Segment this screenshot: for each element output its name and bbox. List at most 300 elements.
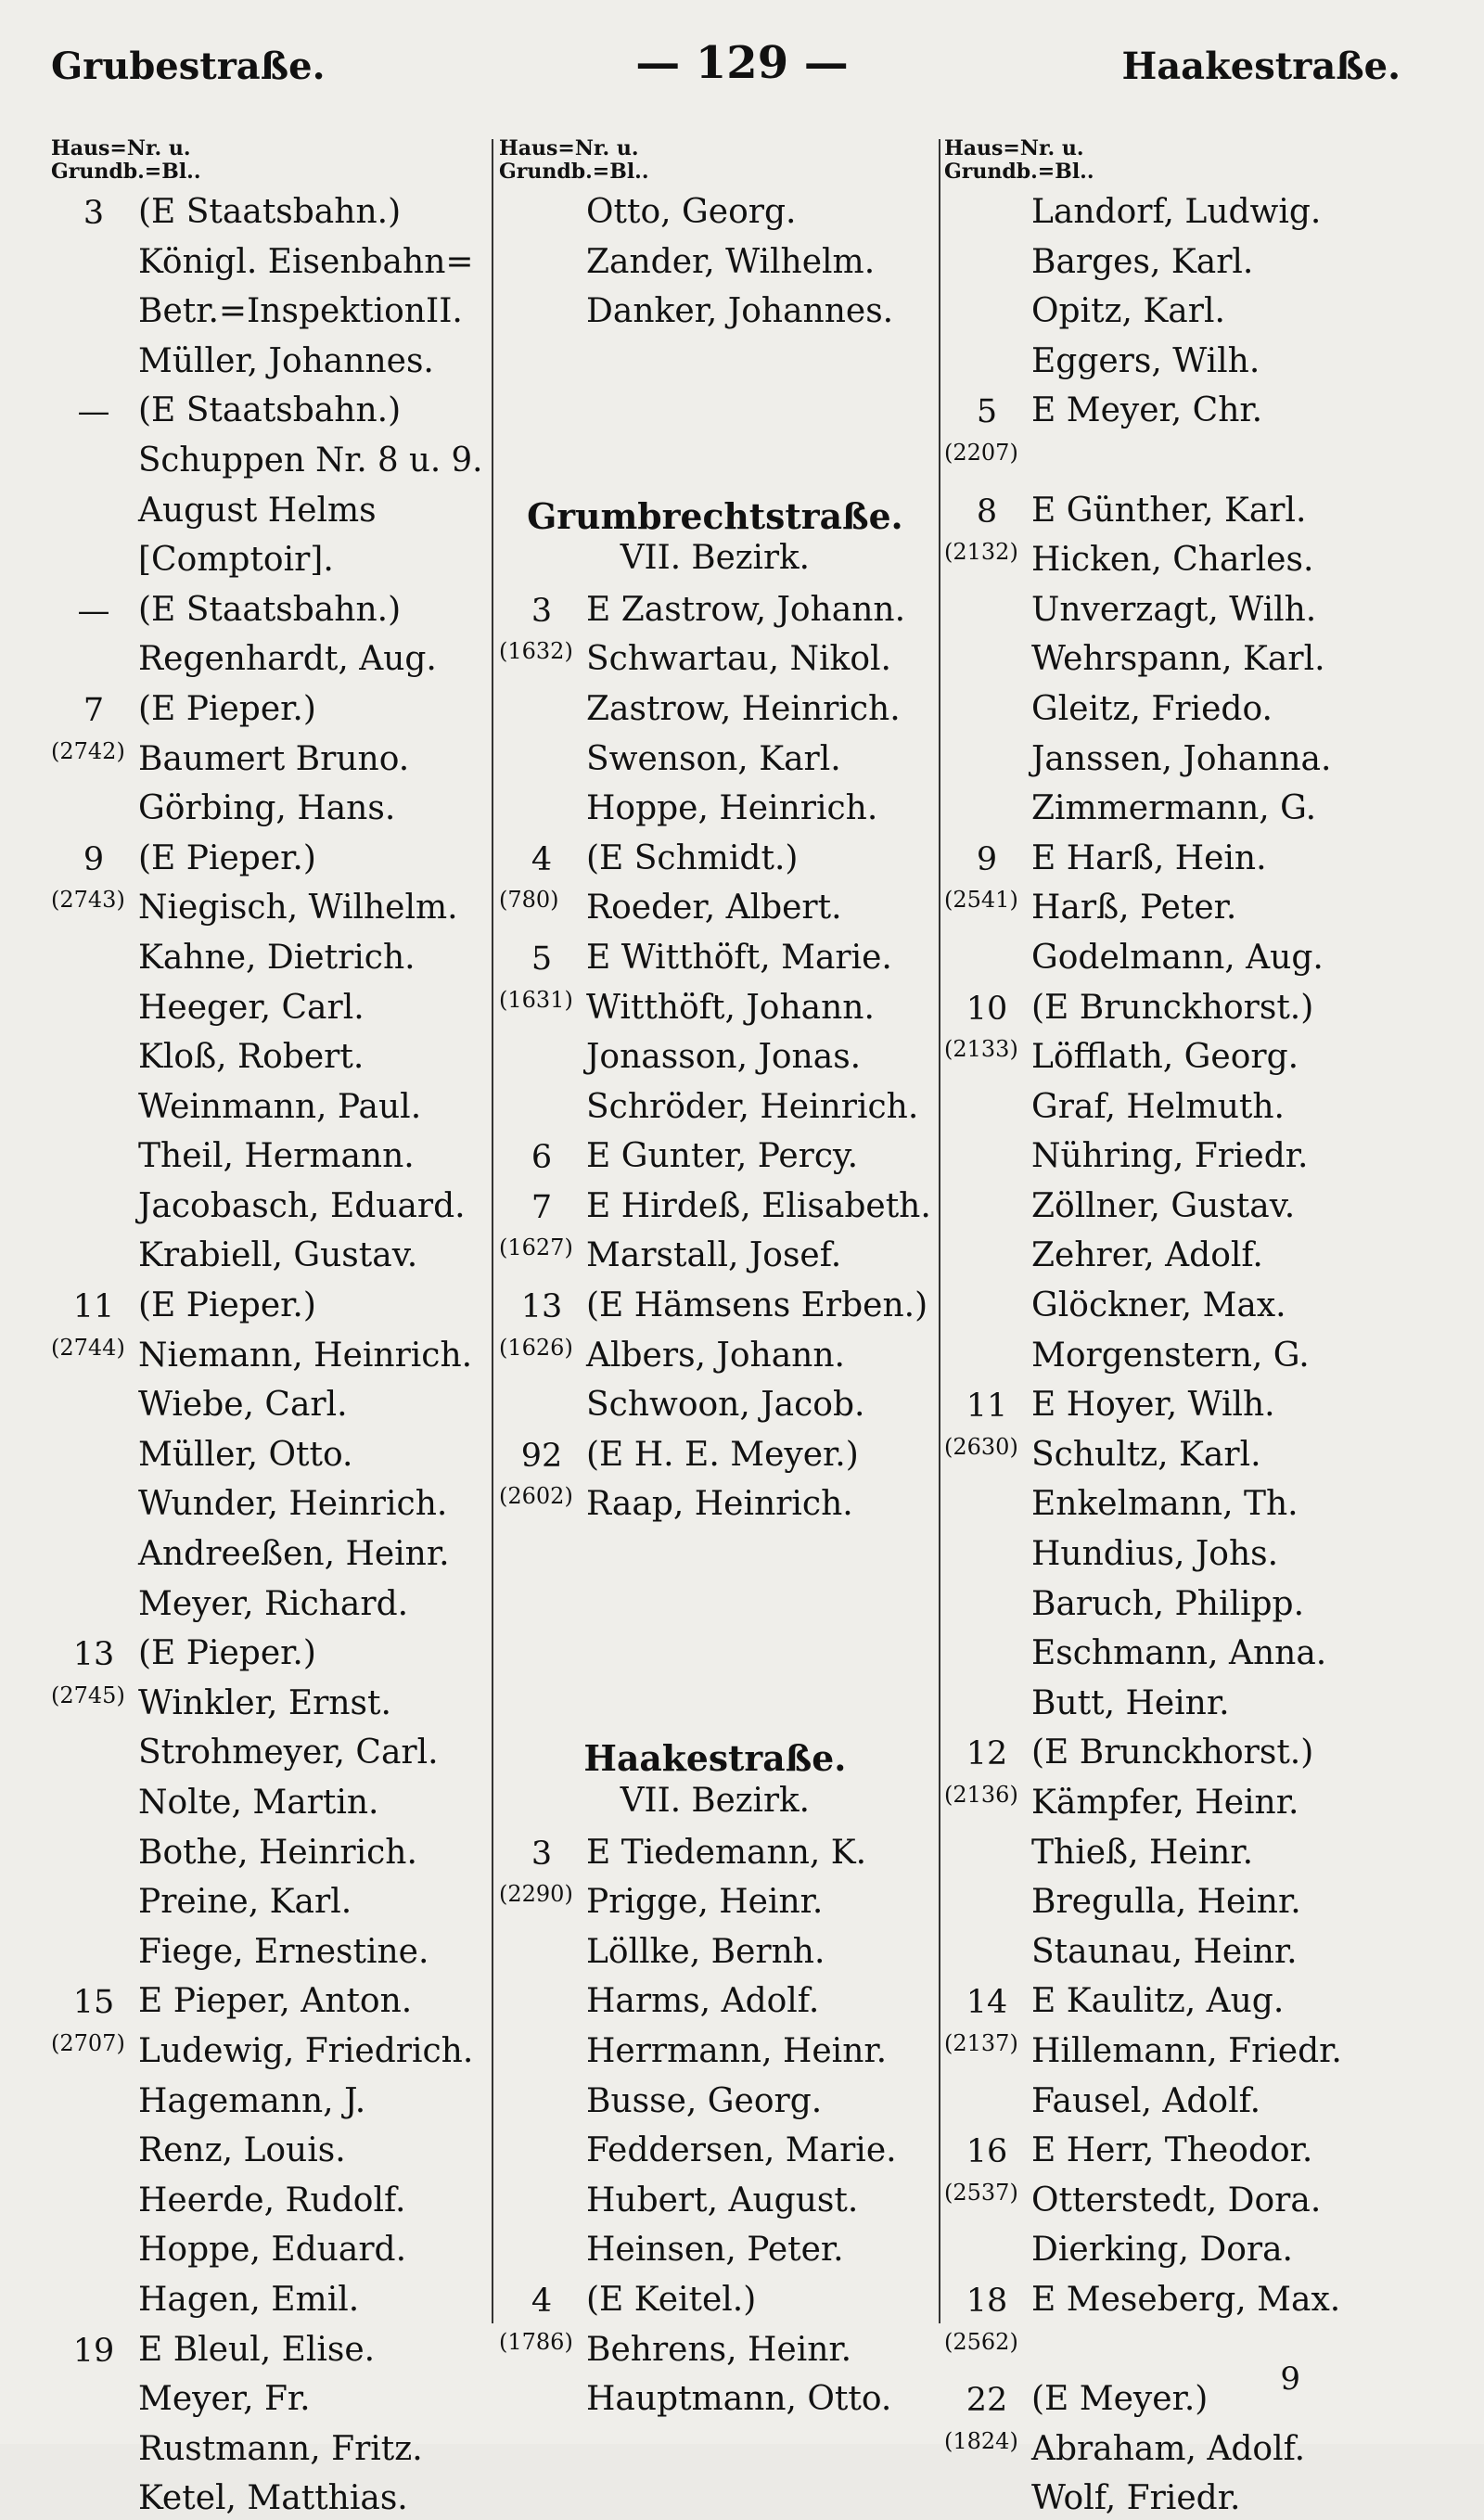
resident-name: Niemann, Heinrich.: [138, 1336, 473, 1375]
house-number: 7: [531, 1188, 553, 1226]
street-heading: [499, 482, 935, 537]
resident-name: Görbing, Hans.: [138, 789, 396, 828]
resident-name: Weinmann, Paul.: [138, 1087, 422, 1126]
resident-name: Eschmann, Anna.: [1031, 1634, 1327, 1673]
list-item: [499, 2023, 935, 2073]
house-number: 8: [976, 492, 998, 531]
list-item: [51, 582, 487, 632]
resident-name: Albers, Johann.: [586, 1336, 845, 1375]
list-item: [51, 1376, 487, 1426]
entries: [51, 184, 487, 2520]
street-name: Grumbrechtstraße.: [527, 494, 903, 537]
house-number: 16: [966, 2133, 1008, 2171]
list-item: [51, 531, 487, 582]
resident-name: Zehrer, Adolf.: [1031, 1236, 1263, 1275]
land-register-number: (2136): [944, 1782, 1018, 1808]
list-item: [499, 830, 935, 880]
list-item: [499, 1128, 935, 1178]
resident-name: Hundius, Johs.: [1031, 1535, 1279, 1574]
resident-name: Schultz, Karl.: [1031, 1435, 1261, 1474]
resident-name: Behrens, Heinr.: [586, 2330, 852, 2369]
list-item: [499, 631, 935, 681]
list-item: [944, 283, 1436, 333]
running-head-right: Haakestraße.: [1121, 45, 1401, 88]
list-item: [944, 1824, 1436, 1874]
list-item: [944, 1079, 1436, 1129]
list-item: [51, 1824, 487, 1874]
resident-name: (E Schmidt.): [586, 838, 799, 877]
list-item: [51, 1874, 487, 1924]
resident-name: Schwoon, Jacob.: [586, 1386, 865, 1425]
resident-name: Abraham, Adolf.: [1031, 2429, 1306, 2468]
resident-name: Löfflath, Georg.: [1031, 1038, 1299, 1077]
list-item: [944, 482, 1436, 532]
blank-line: [499, 1526, 935, 1576]
list-item: [51, 681, 487, 731]
resident-name: Strohmeyer, Carl.: [138, 1733, 439, 1772]
house-number: 9: [976, 840, 998, 878]
list-item: [51, 482, 487, 532]
list-item: [51, 830, 487, 880]
land-register-number: (2602): [499, 1483, 573, 1510]
resident-name: (E Staatsbahn.): [138, 590, 402, 629]
list-item: [944, 1376, 1436, 1426]
resident-name: Ketel, Matthias.: [138, 2479, 408, 2518]
list-item: [499, 2073, 935, 2123]
resident-name: Roeder, Albert.: [586, 889, 842, 927]
list-item: [944, 2172, 1436, 2222]
list-item: [499, 1227, 935, 1277]
land-register-number: (2743): [51, 887, 125, 914]
resident-name: August Helms: [138, 491, 377, 530]
resident-name: Preine, Karl.: [138, 1883, 352, 1922]
resident-name: (E Brunckhorst.): [1031, 1733, 1314, 1772]
list-item: [51, 929, 487, 979]
list-item: [499, 681, 935, 731]
blank-line: [499, 382, 935, 432]
resident-name: Kloß, Robert.: [138, 1038, 365, 1077]
resident-name: Meyer, Fr.: [138, 2380, 311, 2419]
list-item: [944, 929, 1436, 979]
list-item: [51, 184, 487, 234]
resident-name: Kahne, Dietrich.: [138, 938, 416, 977]
resident-name: E Harß, Hein.: [1031, 838, 1267, 877]
resident-name: Marstall, Josef.: [586, 1236, 842, 1275]
resident-name: (E Pieper.): [138, 689, 316, 728]
list-item: [51, 1227, 487, 1277]
list-item: [499, 283, 935, 333]
signature-mark: 9: [1280, 2360, 1300, 2398]
column-header: [499, 137, 935, 184]
column-header-line-2: Grundb.=Bl..: [499, 160, 649, 184]
resident-name: Hoppe, Eduard.: [138, 2231, 407, 2270]
list-item: [51, 2172, 487, 2222]
resident-name: Königl. Eisenbahn=: [138, 242, 474, 281]
list-item: [51, 2271, 487, 2322]
resident-name: E Herr, Theodor.: [1031, 2131, 1313, 2170]
district-name: VII. Bezirk.: [620, 1782, 810, 1820]
resident-name: Wolf, Friedr.: [1031, 2479, 1241, 2518]
directory-column-1: [51, 137, 487, 2520]
list-item: [499, 184, 935, 234]
list-item: [944, 184, 1436, 234]
house-number: 12: [966, 1735, 1008, 1773]
list-item: [944, 1973, 1436, 2023]
resident-name: Wunder, Heinrich.: [138, 1485, 448, 1524]
land-register-number: (1632): [499, 638, 573, 665]
resident-name: Opitz, Karl.: [1031, 292, 1225, 331]
blank-line: [499, 333, 935, 383]
resident-name: Heerde, Rudolf.: [138, 2181, 406, 2219]
list-item: [51, 979, 487, 1030]
resident-name: Andreeßen, Heinr.: [138, 1535, 450, 1574]
resident-name: Staunau, Heinr.: [1031, 1932, 1298, 1971]
house-number: 19: [72, 2332, 115, 2370]
resident-name: Herrmann, Heinr.: [586, 2031, 888, 2070]
resident-name: Kämpfer, Heinr.: [1031, 1784, 1299, 1822]
resident-name: Renz, Louis.: [138, 2131, 346, 2170]
resident-name: Unverzagt, Wilh.: [1031, 590, 1317, 629]
resident-name: Baumert Bruno.: [138, 739, 410, 778]
list-item: [51, 1079, 487, 1129]
house-number: 9: [83, 840, 105, 878]
column-header: [51, 137, 487, 184]
entries: [944, 184, 1436, 2520]
resident-name: Feddersen, Marie.: [586, 2131, 897, 2170]
resident-name: Enkelmann, Th.: [1031, 1485, 1298, 1524]
resident-name: Hagemann, J.: [138, 2081, 366, 2120]
land-register-number: (2630): [944, 1433, 1018, 1460]
resident-name: Heinsen, Peter.: [586, 2231, 844, 2270]
resident-name: (E Keitel.): [586, 2280, 757, 2319]
list-item: [51, 1724, 487, 1774]
resident-name: E Witthöft, Marie.: [586, 938, 892, 977]
resident-name: (E Meyer.): [1031, 2380, 1209, 2419]
resident-name: Rustmann, Fritz.: [138, 2429, 423, 2468]
list-item: [944, 1526, 1436, 1576]
list-item: [499, 1874, 935, 1924]
list-item: [944, 1178, 1436, 1228]
list-item: [944, 731, 1436, 781]
list-item: [499, 234, 935, 284]
land-register-number: (1627): [499, 1234, 573, 1261]
resident-name: [Comptoir].: [138, 541, 334, 580]
resident-name: Danker, Johannes.: [586, 292, 894, 331]
resident-name: Landorf, Ludwig.: [1031, 193, 1322, 231]
resident-name: Prigge, Heinr.: [586, 1883, 824, 1922]
list-item: [51, 631, 487, 681]
list-item: [944, 1625, 1436, 1675]
resident-name: Regenhardt, Aug.: [138, 640, 437, 679]
resident-name: (E Brunckhorst.): [1031, 988, 1314, 1027]
list-item: [944, 2421, 1436, 2471]
land-register-number: (1626): [499, 1334, 573, 1361]
list-item: [51, 2221, 487, 2271]
land-register-number: (780): [499, 887, 559, 914]
resident-name: Theil, Hermann.: [138, 1137, 415, 1176]
resident-name: E Hoyer, Wilh.: [1031, 1386, 1275, 1425]
resident-name: E Pieper, Anton.: [138, 1982, 413, 2021]
resident-name: Butt, Heinr.: [1031, 1683, 1230, 1722]
list-item: [51, 283, 487, 333]
list-item: [51, 1973, 487, 2023]
list-item: [499, 1029, 935, 1079]
resident-name: Witthöft, Johann.: [586, 988, 875, 1027]
resident-name: Schröder, Heinrich.: [586, 1087, 919, 1126]
resident-name: Hicken, Charles.: [1031, 541, 1314, 580]
resident-name: Hagen, Emil.: [138, 2280, 360, 2319]
house-number: 3: [83, 195, 105, 232]
resident-name: Barges, Karl.: [1031, 242, 1254, 281]
list-item: [944, 2221, 1436, 2271]
list-item: [51, 1178, 487, 1228]
resident-name: E Zastrow, Johann.: [586, 590, 906, 629]
list-item: [499, 1327, 935, 1377]
list-item: [51, 879, 487, 929]
land-register-number: (2707): [51, 2029, 125, 2056]
list-item: [944, 234, 1436, 284]
list-item: [499, 1924, 935, 1974]
list-item: [51, 382, 487, 432]
resident-name: Nolte, Martin.: [138, 1784, 379, 1822]
list-item: [944, 1924, 1436, 1974]
land-register-number: (2745): [51, 1682, 125, 1708]
resident-name: Bothe, Heinrich.: [138, 1833, 417, 1872]
street-name: Haakestraße.: [583, 1737, 847, 1780]
house-number: 3: [531, 1835, 553, 1873]
house-number: —: [77, 393, 110, 431]
land-register-number: (2541): [944, 887, 1018, 914]
resident-name: (E Staatsbahn.): [138, 391, 402, 430]
resident-name: Hubert, August.: [586, 2181, 859, 2219]
list-item: [51, 1526, 487, 1576]
list-item: [51, 2122, 487, 2172]
resident-name: Busse, Georg.: [586, 2081, 823, 2120]
house-number: 11: [966, 1388, 1008, 1426]
resident-name: Thieß, Heinr.: [1031, 1833, 1254, 1872]
resident-name: Graf, Helmuth.: [1031, 1087, 1285, 1126]
list-item: [944, 2122, 1436, 2172]
list-item: [51, 2023, 487, 2073]
resident-name: Zander, Wilhelm.: [586, 242, 876, 281]
house-number: 4: [531, 840, 553, 878]
list-item: [51, 1128, 487, 1178]
list-item: [499, 1476, 935, 1526]
directory-column-2: [499, 137, 935, 2421]
list-item: [499, 2322, 935, 2372]
resident-name: Harms, Adolf.: [586, 1982, 820, 2021]
house-number: 14: [966, 1984, 1008, 2022]
house-number: 6: [531, 1139, 553, 1177]
list-item: [51, 2322, 487, 2372]
resident-name: Zimmermann, G.: [1031, 789, 1317, 828]
list-item: [944, 2271, 1436, 2322]
column-header-line-1: Haus=Nr. u.: [51, 136, 191, 160]
resident-name: Otto, Georg.: [586, 193, 797, 231]
house-number: 15: [72, 1984, 115, 2022]
house-number: 4: [531, 2282, 553, 2320]
land-register-number: (2290): [499, 1881, 573, 1908]
land-register-number: (2137): [944, 2029, 1018, 2056]
list-item: [944, 1476, 1436, 1526]
list-item: [944, 879, 1436, 929]
column-header: [944, 137, 1436, 184]
house-number: 5: [531, 940, 553, 978]
list-item: [499, 582, 935, 632]
land-register-number: (1786): [499, 2328, 573, 2355]
house-number: 3: [531, 592, 553, 630]
resident-name: Eggers, Wilh.: [1031, 341, 1260, 380]
list-item: [51, 333, 487, 383]
list-item: [51, 2421, 487, 2471]
list-item: [944, 1327, 1436, 1377]
land-register-number: (2133): [944, 1036, 1018, 1063]
house-number: 7: [83, 691, 105, 729]
resident-name: Krabiell, Gustav.: [138, 1236, 418, 1275]
list-item: [51, 2470, 487, 2520]
resident-name: E Tiedemann, K.: [586, 1833, 867, 1872]
list-item: [499, 1973, 935, 2023]
resident-name: Swenson, Karl.: [586, 739, 841, 778]
list-item: [944, 1874, 1436, 1924]
resident-name: (E Pieper.): [138, 1634, 316, 1673]
resident-name: Harß, Peter.: [1031, 889, 1237, 927]
list-item: [944, 1128, 1436, 1178]
list-item: [51, 1774, 487, 1824]
list-item: [499, 1079, 935, 1129]
land-register-number: (1631): [499, 986, 573, 1013]
list-item: [51, 1576, 487, 1626]
resident-name: Zöllner, Gustav.: [1031, 1186, 1296, 1225]
resident-name: Wiebe, Carl.: [138, 1386, 348, 1425]
resident-name: Jonasson, Jonas.: [586, 1038, 862, 1077]
resident-name: Janssen, Johanna.: [1031, 739, 1332, 778]
blank-line: [499, 1576, 935, 1626]
resident-name: (E H. E. Meyer.): [586, 1435, 859, 1474]
house-number: 11: [72, 1288, 115, 1326]
list-item: [944, 2073, 1436, 2123]
list-item: [499, 1178, 935, 1228]
list-item: [944, 2371, 1436, 2421]
list-item: [51, 1029, 487, 1079]
list-item: [51, 780, 487, 830]
directory-column-3: [944, 137, 1436, 2520]
list-item: [944, 432, 1436, 482]
resident-name: (E Pieper.): [138, 838, 316, 877]
list-item: [944, 780, 1436, 830]
resident-name: Otterstedt, Dora.: [1031, 2181, 1322, 2219]
page-number: — 129 —: [635, 37, 849, 89]
resident-name: Müller, Otto.: [138, 1435, 353, 1474]
list-item: [51, 1675, 487, 1725]
resident-name: E Hirdeß, Elisabeth.: [586, 1186, 931, 1225]
resident-name: Hoppe, Heinrich.: [586, 789, 878, 828]
list-item: [51, 731, 487, 781]
list-item: [944, 631, 1436, 681]
resident-name: Heeger, Carl.: [138, 988, 365, 1027]
resident-name: E Meseberg, Max.: [1031, 2280, 1341, 2319]
house-number: 22: [966, 2382, 1008, 2420]
house-number: 13: [72, 1636, 115, 1674]
list-item: [944, 582, 1436, 632]
list-item: [499, 979, 935, 1030]
house-number: 10: [966, 990, 1008, 1028]
resident-name: Gleitz, Friedo.: [1031, 689, 1273, 728]
resident-name: Dierking, Dora.: [1031, 2231, 1293, 2270]
list-item: [499, 1824, 935, 1874]
list-item: [944, 681, 1436, 731]
list-item: [51, 2073, 487, 2123]
resident-name: Baruch, Philipp.: [1031, 1584, 1305, 1623]
resident-name: E Kaulitz, Aug.: [1031, 1982, 1285, 2021]
column-header-line-2: Grundb.=Bl..: [944, 160, 1094, 184]
list-item: [944, 333, 1436, 383]
list-item: [51, 1426, 487, 1477]
list-item: [499, 1376, 935, 1426]
resident-name: E Bleul, Elise.: [138, 2330, 376, 2369]
house-number: 92: [520, 1437, 563, 1475]
list-item: [499, 2221, 935, 2271]
column-header-line-1: Haus=Nr. u.: [944, 136, 1084, 160]
list-item: [499, 2371, 935, 2421]
list-item: [944, 531, 1436, 582]
resident-name: Glöckner, Max.: [1031, 1286, 1286, 1325]
column-divider: [492, 139, 493, 2323]
house-number: —: [77, 592, 110, 630]
land-register-number: (2742): [51, 737, 125, 764]
resident-name: Betr.=InspektionII.: [138, 292, 463, 331]
resident-name: (E Pieper.): [138, 1286, 316, 1325]
list-item: [944, 979, 1436, 1030]
list-item: [51, 234, 487, 284]
resident-name: Winkler, Ernst.: [138, 1683, 391, 1722]
list-item: [499, 2172, 935, 2222]
resident-name: E Meyer, Chr.: [1031, 391, 1263, 430]
resident-name: Niegisch, Wilhelm.: [138, 889, 458, 927]
list-item: [51, 1327, 487, 1377]
district-label: [499, 1774, 935, 1824]
list-item: [51, 432, 487, 482]
list-item: [944, 1426, 1436, 1477]
list-item: [499, 929, 935, 979]
list-item: [499, 1277, 935, 1327]
running-head-left: Grubestraße.: [51, 45, 326, 88]
land-register-number: (2132): [944, 539, 1018, 566]
resident-name: Schwartau, Nikol.: [586, 640, 891, 679]
list-item: [944, 1774, 1436, 1824]
resident-name: Wehrspann, Karl.: [1031, 640, 1325, 679]
list-item: [944, 1029, 1436, 1079]
street-heading: [499, 1724, 935, 1780]
entries: [499, 184, 935, 2421]
resident-name: Godelmann, Aug.: [1031, 938, 1324, 977]
list-item: [944, 830, 1436, 880]
blank-line: [499, 432, 935, 482]
resident-name: E Günther, Karl.: [1031, 491, 1307, 530]
resident-name: Morgenstern, G.: [1031, 1336, 1310, 1375]
list-item: [51, 2371, 487, 2421]
column-header-line-2: Grundb.=Bl..: [51, 160, 201, 184]
resident-name: Jacobasch, Eduard.: [138, 1186, 466, 1225]
resident-name: Zastrow, Heinrich.: [586, 689, 901, 728]
resident-name: Raap, Heinrich.: [586, 1485, 853, 1524]
land-register-number: (2744): [51, 1334, 125, 1361]
blank-line: [499, 1625, 935, 1675]
house-number: 5: [976, 393, 998, 431]
blank-line: [499, 1675, 935, 1725]
resident-name: Fiege, Ernestine.: [138, 1932, 429, 1971]
resident-name: (E Hämsens Erben.): [586, 1286, 928, 1325]
